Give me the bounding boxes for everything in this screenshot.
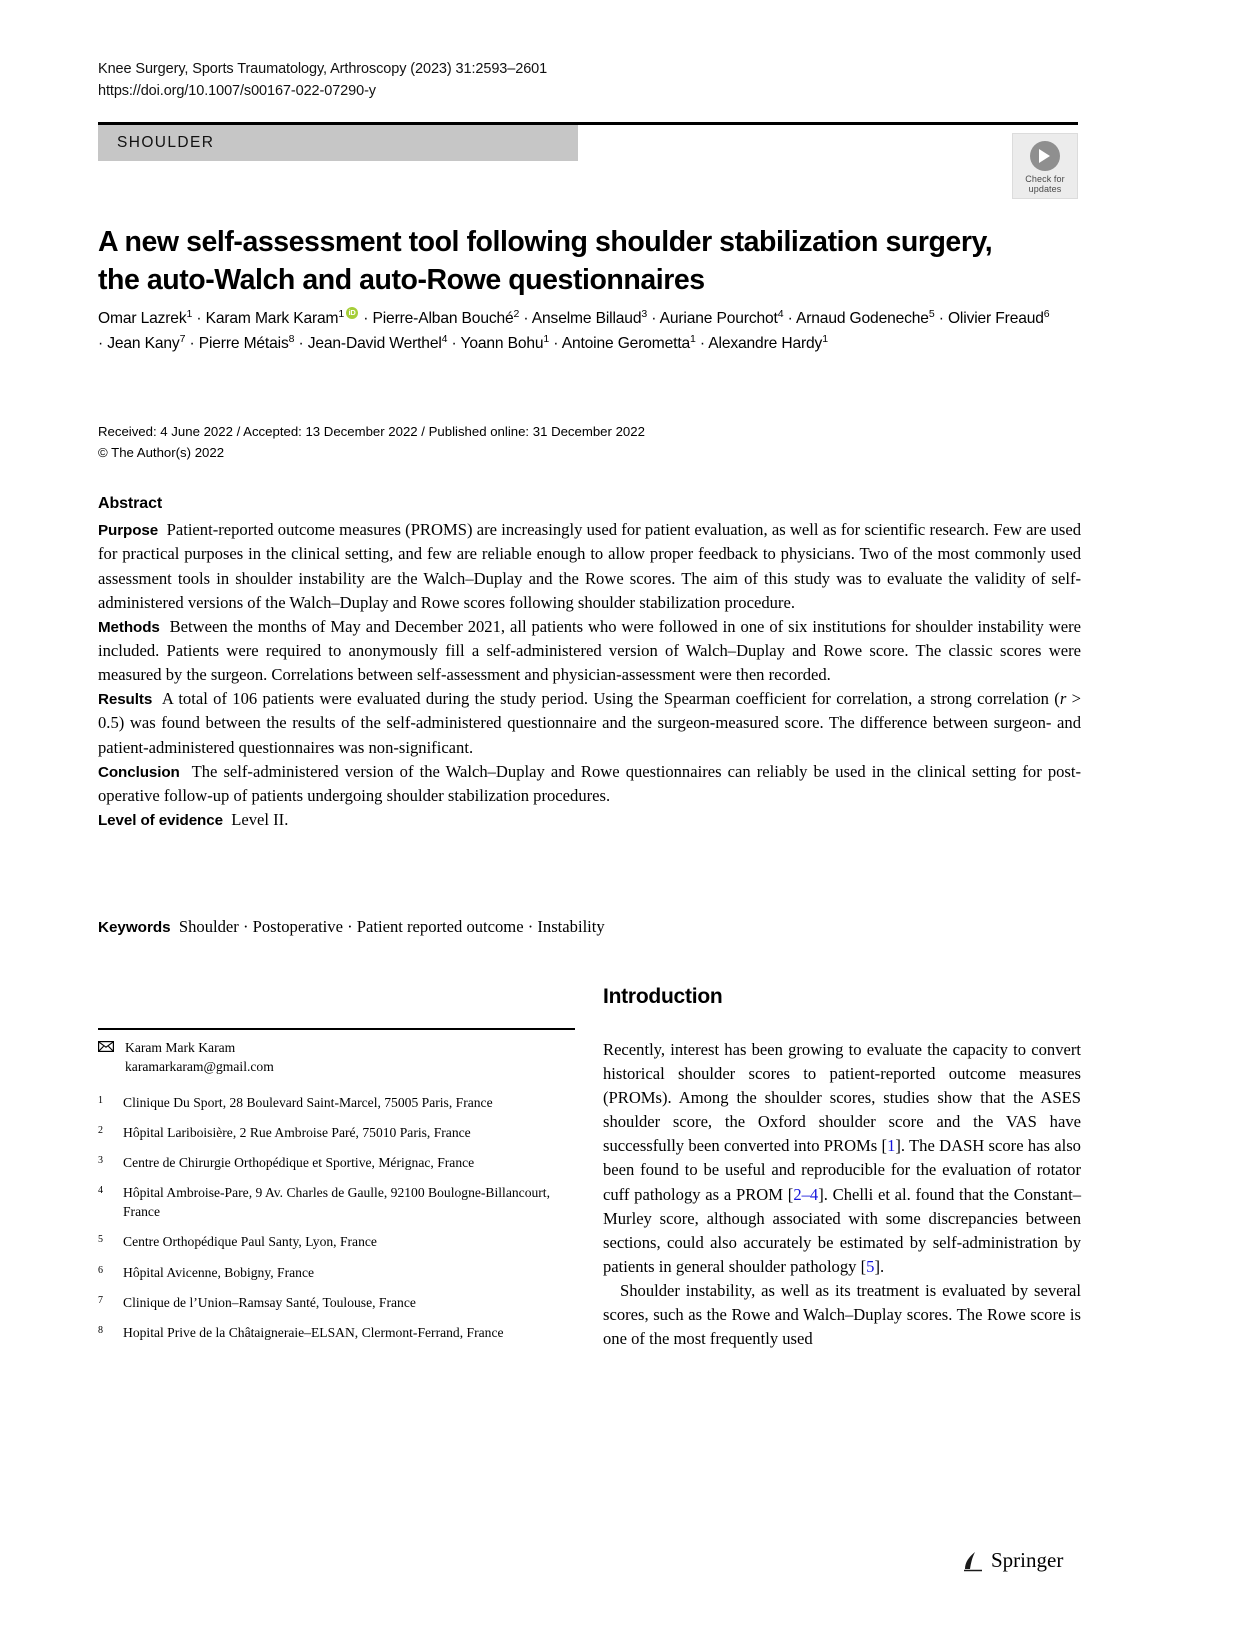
affiliation-item (98, 1264, 585, 1283)
journal-citation: Knee Surgery, Sports Traumatology, Arthroscopy (2023) 31:2593–2601 (98, 61, 548, 77)
author-affil-ref: 4 (777, 308, 784, 320)
author-separator: · (549, 335, 559, 353)
abstract-results-label: Results (98, 691, 153, 709)
affiliation-item (98, 1233, 585, 1252)
abstract-results-text-a: A total of 106 patients were evaluated during the study period. Using the Spearman coefficient for correlation, a strong correlation ( (161, 689, 1060, 709)
correspondence (98, 1039, 585, 1077)
intro-text-b: ]. The DASH score has also been found to be useful and reproducible for the evaluation of rotator cuff pathology as a PROM [ (603, 1136, 1081, 1204)
crossmark-icon (1030, 141, 1060, 171)
crossmark-line1: Check for (1025, 174, 1065, 184)
affiliation-item (98, 1324, 585, 1343)
citation-link[interactable]: 5 (866, 1256, 875, 1276)
author-affil-ref: 3 (641, 308, 648, 320)
affiliation-number: 1 (98, 1094, 103, 1106)
crossmark-line2: updates (1028, 184, 1062, 194)
author-name: Antoine Gerometta (561, 335, 691, 353)
citation-link[interactable]: 1 (887, 1136, 896, 1156)
abstract-level-of-evidence (98, 808, 1081, 832)
author-affil-ref: 2 (513, 308, 520, 320)
author-affil-ref: 1 (338, 308, 345, 320)
intro-text-d: ]. (874, 1256, 885, 1276)
affiliation-text: Hopital Prive de la Châtaigneraie–ELSAN, Clermont-Ferrand, France (123, 1325, 504, 1340)
abstract-conclusion-text: The self-administered version of the Walch–Duplay and Rowe questionnaires can reliably be used in the clinical setting for post-operative follow-up of patients undergoing shoulder stabilization procedures. (98, 761, 1082, 805)
author-name: · Auriane Pourchot (647, 310, 778, 328)
journal-doi[interactable]: https://doi.org/10.1007/s00167-022-07290-y (98, 83, 376, 100)
keywords-section (98, 915, 1081, 939)
author-affil-ref: 8 (288, 333, 295, 346)
author-affil-ref: 1 (543, 333, 550, 346)
affiliation-number: 5 (98, 1234, 103, 1246)
affiliation-text: Centre de Chirurgie Orthopédique et Sportive, Mérignac, France (123, 1155, 475, 1170)
page-title: A new self-assessment tool following shoulder stabilization surgery, the auto-Walch and auto-Rowe questionnaires (98, 226, 993, 296)
author-list (98, 306, 1058, 357)
affiliation-number: 7 (98, 1294, 103, 1306)
author-name: · Yoann Bohu (447, 335, 544, 353)
affiliation-text: Hôpital Ambroise-Pare, 9 Av. Charles de Gaulle, 92100 Boulogne-Billancourt, France (123, 1185, 550, 1219)
envelope-icon (98, 1039, 114, 1077)
intro-text-c: ]. Chelli et al. found that the Constant–Murley score, although associated with some discrepancies between sections, could also accurately be estimated by self-administration by patients in general shoulder pathology [ (603, 1184, 1081, 1276)
affiliation-text: Centre Orthopédique Paul Santy, Lyon, France (123, 1234, 377, 1250)
springer-logo (962, 1548, 1063, 1573)
affiliation-text: Hôpital Lariboisière, 2 Rue Ambroise Paré, 75010 Paris, France (123, 1124, 471, 1140)
introduction-heading: Introduction (603, 985, 723, 1008)
springer-mark-icon (962, 1549, 984, 1573)
abstract-level-label: Level of evidence (98, 811, 223, 829)
abstract-methods (98, 615, 1081, 687)
affiliation-number: 6 (98, 1264, 103, 1276)
abstract-purpose (98, 518, 1081, 615)
affiliation-text: Clinique de l’Union–Ramsay Santé, Toulouse, France (123, 1294, 416, 1310)
affiliation-item (98, 1094, 585, 1113)
check-for-updates-badge[interactable] (1012, 133, 1078, 199)
author-name: · Anselme Billaud (519, 310, 642, 328)
author-affil-ref: 1 (186, 308, 193, 320)
author-affil-ref: 1 (822, 333, 828, 346)
affiliation-text: Hôpital Avicenne, Bobigny, France (123, 1264, 315, 1280)
affiliations-block (98, 1039, 585, 1354)
keywords-text: Shoulder · Postoperative · Patient reported outcome · Instability (178, 917, 605, 936)
affiliation-item (98, 1184, 585, 1222)
author-affil-ref: 5 (928, 308, 935, 320)
author-name: · Karam Mark Karam (192, 310, 339, 328)
author-name: · Jean Kany (98, 335, 180, 353)
abstract-results (98, 687, 1081, 759)
abstract-results-r-symbol: r (1059, 689, 1067, 709)
author-name: · Pierre Métais (185, 335, 289, 353)
author-name: · Jean-David Werthel (294, 335, 442, 353)
copyright-line: © The Author(s) 2022 (98, 445, 225, 461)
affiliation-number: 4 (98, 1185, 103, 1197)
abstract-heading: Abstract (98, 495, 163, 512)
corresponding-author-name: Karam Mark Karam (125, 1040, 236, 1055)
affiliation-item (98, 1154, 585, 1173)
author-affil-ref: 7 (179, 333, 186, 346)
introduction-paragraph-1 (603, 1038, 1081, 1279)
citation-link[interactable]: 2–4 (793, 1184, 819, 1204)
abstract-methods-label: Methods (98, 618, 160, 636)
affiliation-text: Clinique Du Sport, 28 Boulevard Saint-Marcel, 75005 Paris, France (123, 1094, 493, 1110)
introduction-body (603, 1038, 1081, 1351)
springer-wordmark: Springer (991, 1548, 1064, 1572)
author-affil-ref: 1 (690, 333, 696, 346)
abstract-conclusion-label: Conclusion (98, 763, 180, 781)
abstract-results-text-b: > 0.5) was found between the results of the self-administered questionnaire and the surgeon-measured score. The difference between surgeon- and patient-administered questionnaires was non-significant. (98, 689, 1081, 757)
publication-dates (98, 421, 998, 463)
author-affil-ref: 6 (1043, 308, 1050, 320)
affiliation-item (98, 1124, 585, 1143)
author-name: · Olivier Freaud (934, 310, 1044, 328)
abstract-purpose-label: Purpose (98, 522, 159, 540)
affiliation-number: 8 (98, 1325, 103, 1336)
received-accepted-line: Received: 4 June 2022 / Accepted: 13 December 2022 / Published online: 31 December 2022 (98, 424, 645, 439)
author-name: · Alexandre Hardy (695, 335, 823, 353)
section-band-label: SHOULDER (117, 133, 215, 151)
section-band (98, 125, 578, 161)
affiliations-rule (98, 1028, 575, 1030)
abstract-purpose-text: Patient-reported outcome measures (PROMS) are increasingly used for patient evaluation, as well as for scientific research. Few are used for practical purposes in the clinical setting, and few are reliable enough to allow proper feedback to physicians. Two of the most commonly used assessment tools in shoulder instability are the Walch–Duplay and the Rowe scores. The aim of this study was to evaluate the validity of self-administered versions of the Walch–Duplay and Rowe scores following shoulder stabilization procedure. (98, 520, 1082, 612)
introduction-paragraph-2: Shoulder instability, as well as its treatment is evaluated by several scores, such as the Rowe and Walch–Duplay scores. The Rowe score is one of the most frequently used (603, 1280, 1081, 1349)
affiliation-item (98, 1294, 585, 1313)
author-separator: · (783, 310, 793, 328)
author-name: · Pierre-Alban Bouché (359, 310, 514, 328)
abstract-methods-text: Between the months of May and December 2021, all patients who were followed in one of six institutions for shoulder instability were included. Patients were required to anonymously fill a self-administered version of Walch–Duplay and Rowe score. The classic scores were measured by the surgeon. Correlations between self-assessment and physician-assessment were then recorded. (98, 616, 1082, 685)
orcid-icon[interactable] (346, 307, 358, 319)
author-name: Omar Lazrek (98, 310, 187, 328)
affiliation-number: 3 (98, 1155, 103, 1166)
corresponding-author-email[interactable]: karamarkaram@gmail.com (125, 1058, 274, 1074)
intro-text-a: Recently, interest has been growing to evaluate the capacity to convert historical shoulder scores to patient-reported outcome measures (PROMs). Among the shoulder scores, studies show that the ASES shoulder score, the Oxford shoulder score and the VAS have successfully been converted into PROMs [ (603, 1040, 1081, 1156)
author-name: Arnaud Godeneche (795, 310, 929, 328)
journal-header (98, 58, 818, 103)
abstract-conclusion (98, 760, 1081, 808)
abstract-level-text: Level II. (231, 809, 289, 829)
author-affil-ref: 4 (441, 333, 448, 346)
affiliation-number: 2 (98, 1124, 103, 1136)
abstract-section (98, 492, 1081, 832)
keywords-label: Keywords (98, 919, 171, 936)
